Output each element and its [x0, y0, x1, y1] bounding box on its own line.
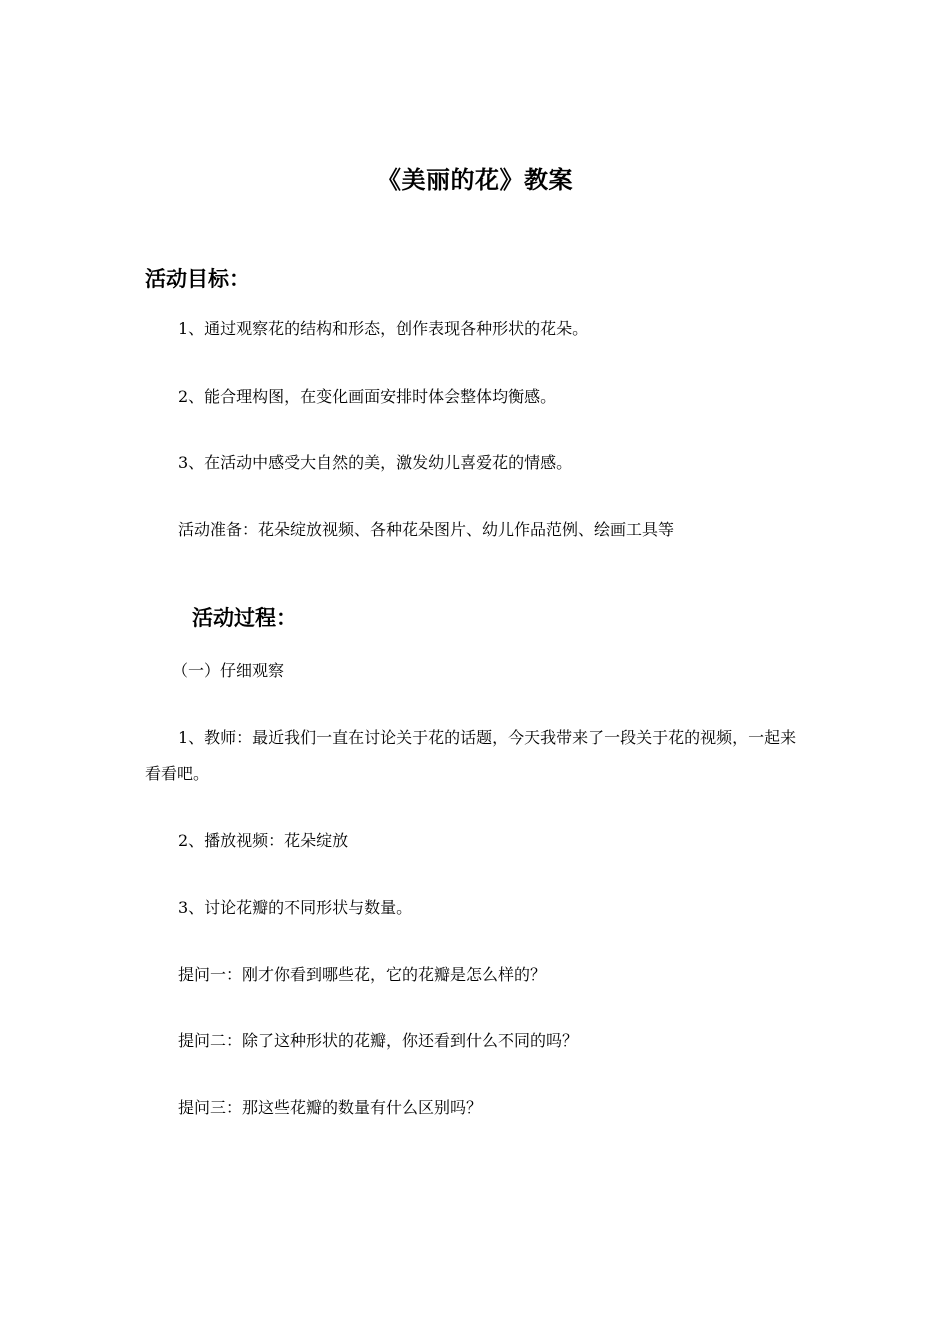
process-step-2: 2、播放视频：花朵绽放	[178, 831, 349, 850]
process-subheading: （一）仔细观察	[172, 661, 285, 680]
process-step-3: 3、讨论花瓣的不同形状与数量。	[178, 898, 413, 917]
process-heading: 活动过程：	[192, 606, 297, 630]
objective-item-3: 3、在活动中感受大自然的美，激发幼儿喜爱花的情感。	[178, 453, 573, 472]
objective-item-2: 2、能合理构图，在变化画面安排时体会整体均衡感。	[178, 387, 557, 406]
preparation-line: 活动准备：花朵绽放视频、各种花朵图片、幼儿作品范例、绘画工具等	[178, 520, 675, 539]
objectives-heading: 活动目标：	[145, 267, 250, 291]
question-2: 提问二：除了这种形状的花瓣，你还看到什么不同的吗？	[178, 1031, 579, 1050]
question-1: 提问一：刚才你看到哪些花，它的花瓣是怎么样的？	[178, 965, 547, 984]
objective-item-1: 1、通过观察花的结构和形态，创作表现各种形状的花朵。	[178, 319, 589, 338]
process-step-1: 1、教师：最近我们一直在讨论关于花的话题，今天我带来了一段关于花的视频，一起来看看吧。	[145, 728, 797, 783]
question-3: 提问三：那这些花瓣的数量有什么区别吗？	[178, 1098, 483, 1117]
document-title: 《美丽的花》教案	[377, 166, 573, 194]
